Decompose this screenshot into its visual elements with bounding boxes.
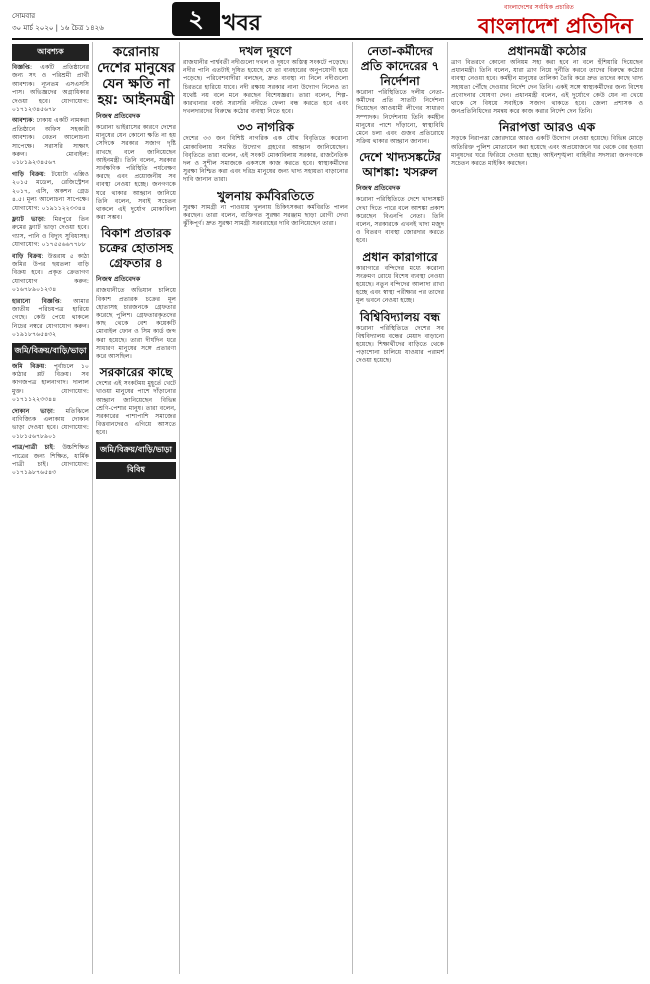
story-headline: নেতা-কর্মীদের প্রতি কাদেরের ৭ নির্দেশনা [360, 44, 440, 88]
column-divider [179, 42, 180, 974]
story-headline: বিকাশ প্রতারক চক্রের হোতাসহ গ্রেফতার ৪ [99, 226, 173, 271]
column-divider [352, 42, 353, 974]
story-body: কারাগারে বন্দিদের মধ্যে করোনা সংক্রমণ রোধে বিশেষ ব্যবস্থা নেওয়া হয়েছে। নতুন বন্দিদের আলাদা রাখা হচ্ছে এবং স্বাস্থ্য পরীক্ষার পর তাদের মূল ভবনে নেওয়া হচ্ছে। [356, 264, 444, 305]
classified-ad: বিজ্ঞপ্তি: একটি প্রতিষ্ঠানের জন্য সৎ ও পরিশ্রমী প্রার্থী আবশ্যক। ন্যূনতম এসএসসি পাস। অভিজ্ঞদের অগ্রাধিকার দেওয়া হবে। যোগাযোগ: ০১৭১২৩৪৫৬৭৮ [12, 64, 89, 114]
classified-ad: বাড়ি বিক্রয়: উত্তরায় ৫ কাঠা জমির উপর ছয়তলা বাড়ি বিক্রয় হবে। প্রকৃত ক্রেতাগণ যোগাযোগ করুন: ০১৬৭৮৯০১২৩৪ [12, 252, 89, 294]
classified-ad: হারানো বিজ্ঞপ্তি: আমার জাতীয় পরিচয়পত্র হারিয়ে গেছে। কেউ পেয়ে থাকলে নিচের নম্বরে যোগাযোগ করুন। ০১৯১৮৭৬৫৪৩২ [12, 297, 89, 339]
newspaper-logo [478, 2, 643, 36]
classifieds-column [12, 44, 89, 976]
story-body: রাজধানীতে অভিযান চালিয়ে বিকাশ প্রতারক চক্রের মূল হোতাসহ চারজনকে গ্রেফতার করেছে পুলিশ। গ্রেফতারকৃতদের কাছ থেকে বেশ কয়েকটি মোবাইল ফোন ও সিম কার্ড জব্দ করা হয়েছে। তারা দীর্ঘদিন ধরে সাধারণ মানুষের সঙ্গে প্রতারণা করে আসছিল। [96, 287, 176, 361]
story-body: সুরক্ষা সামগ্রী না পাওয়ায় খুলনায় চিকিৎসকরা কর্মবিরতি পালন করছেন। তারা বলেন, ব্যক্তিগত সুরক্ষা সরঞ্জাম ছাড়া রোগী দেখা ঝুঁকিপূর্ণ। দ্রুত সুরক্ষা সামগ্রী সরবরাহের দাবি জানিয়েছেন তারা। [183, 203, 348, 228]
story-headline: নিরাপত্তা আরও এক [498, 120, 596, 135]
story-byline: নিজস্ব প্রতিবেদক [356, 184, 401, 193]
news-column-center [183, 44, 348, 976]
news-column-right [451, 44, 643, 976]
classified-ad: গাড়ি বিক্রয়: টয়োটা এক্সিও ২০১৫ মডেল, রেজিস্ট্রেশন ২০১৭, এসি, অকশন গ্রেড ৪.৫। মূল্য আলোচনা সাপেক্ষে। যোগাযোগ: ০১৯১১২২৩৩৪৪ [12, 170, 89, 212]
classified-section-heading: জমি/বিক্রয়/বাড়ি/ভাড়া [12, 343, 89, 360]
story-headline: প্রধান কারাগারে [362, 249, 438, 264]
story-headline: বিশ্বিবিদ্যালয় বন্ধ [359, 309, 441, 324]
news-column-5 [356, 44, 444, 976]
story-body: করোনা পরিস্থিতিতে দলীয় নেতা-কর্মীদের প্রতি সাতটি নির্দেশনা দিয়েছেন আওয়ামী লীগের সাধারণ সম্পাদক। নির্দেশনায় তিনি কর্মহীন মানুষের পাশে দাঁড়ানো, স্বাস্থ্যবিধি মেনে চলা এবং গুজব প্রতিরোধে সক্রিয় থাকার আহ্বান জানান। [356, 89, 444, 146]
story-headline: ৩৩ নাগরিক [237, 120, 294, 135]
story-body: ত্রাণ বিতরণে কোনো অনিয়ম সহ্য করা হবে না বলে হুঁশিয়ারি দিয়েছেন প্রধানমন্ত্রী। তিনি বলেন, যারা ত্রাণ নিয়ে দুর্নীতি করবে তাদের বিরুদ্ধে কঠোর ব্যবস্থা নেওয়া হবে। কর্মহীন মানুষের তালিকা তৈরি করে দ্রুত তাদের কাছে খাদ্য সহায়তা পৌঁছে দেওয়ার নির্দেশ দেন তিনি। একই সঙ্গে স্বাস্থ্যকর্মীদের জন্য বিশেষ প্রণোদনার ঘোষণা দেন। প্রধানমন্ত্রী বলেন, এই দুর্যোগে কেউ যেন না খেয়ে থাকে সে বিষয়ে সবাইকে সজাগ থাকতে হবে। জেলা প্রশাসক ও জনপ্রতিনিধিদের সমন্বয় করে কাজ করার নির্দেশ দেন তিনি। [451, 59, 643, 116]
page-number: ২ [172, 2, 220, 36]
story-headline: দেশে খাদ্যসঙ্কটের আশঙ্কা: খসরুল [359, 150, 441, 180]
column-divider [92, 42, 93, 974]
classified-section-heading: আবশ্যক [12, 44, 89, 61]
classified-ad: দোকান ভাড়া: মতিঝিলে বাণিজ্যিক এলাকায় দোকান ভাড়া দেওয়া হবে। যোগাযোগ: ০১৮১৫৬৭৮৯০১ [12, 407, 89, 440]
section-title: খবর [222, 11, 261, 36]
news-column-2 [96, 44, 176, 976]
classified-section-heading: জমি/বিক্রয়/বাড়ি/ভাড়া [96, 442, 176, 459]
story-body: দেশের এই সংকটময় মুহূর্তে খেটে খাওয়া মানুষের পাশে দাঁড়ানোর আহ্বান জানিয়েছেন বিভিন্ন শ্রেণি-পেশার মানুষ। তারা বলেন, সরকারের পাশাপাশি সমাজের বিত্তবানদেরও এগিয়ে আসতে হবে। [96, 380, 176, 437]
issue-day: সোমবার [12, 12, 36, 20]
classified-ad: জমি বিক্রয়: পূর্বাচলে ১০ কাঠার প্লট বিক্রয়। সব কাগজপত্র হালনাগাদ। দালাল মুক্ত। যোগাযোগ: ০১৭১১২২৩৩৪৪ [12, 362, 89, 404]
story-headline: করোনায় দেশের মানুষের যেন ক্ষতি না হয়: আইনমন্ত্রী [97, 44, 175, 108]
story-body: দেশের ৩৩ জন বিশিষ্ট নাগরিক এক যৌথ বিবৃতিতে করোনা মোকাবিলায় সমন্বিত উদ্যোগ গ্রহণের আহ্বান জানিয়েছেন। বিবৃতিতে তারা বলেন, এই সংকট মোকাবিলায় সরকার, রাজনৈতিক দল ও সুশীল সমাজকে একসঙ্গে কাজ করতে হবে। স্বাস্থ্যকর্মীদের সুরক্ষা নিশ্চিত করা এবং দরিদ্র মানুষের জন্য খাদ্য সহায়তা বাড়ানোর দাবি জানান তারা। [183, 135, 348, 184]
classified-ad: ফ্ল্যাট ভাড়া: মিরপুরে তিন রুমের ফ্ল্যাট ভাড়া দেওয়া হবে। গ্যাস, পানি ও বিদ্যুৎ সুবিধাসহ। যোগাযোগ: ০১৭৫৫৬৬৭৭৮৮ [12, 215, 89, 249]
story-body: করোনা ভাইরাসের কারণে দেশের মানুষের যেন কোনো ক্ষতি না হয় সেদিকে সরকার সজাগ দৃষ্টি রাখছে বলে জানিয়েছেন আইনমন্ত্রী। তিনি বলেন, সরকার সার্বক্ষণিক পরিস্থিতি পর্যবেক্ষণ করছে এবং প্রয়োজনীয় সব ব্যবস্থা নেওয়া হচ্ছে। জনগণকে ঘরে থাকার আহ্বান জানিয়ে তিনি বলেন, সবাই সচেতন থাকলে এই দুর্যোগ মোকাবিলা করা সম্ভব। [96, 124, 176, 222]
story-headline: সরকারের কাছে [99, 365, 173, 380]
classified-section-heading: বিবিধ [96, 462, 176, 479]
story-body: রাজধানীর পার্শ্ববর্তী নদীগুলো দখল ও দূষণে অস্তিত্ব সংকটে পড়েছে। নদীর পানি এতটাই দূষিত হয়েছে যে তা ব্যবহারের অনুপযোগী হয়ে পড়েছে। পরিবেশবাদীরা বলছেন, দ্রুত ব্যবস্থা না নিলে নদীগুলো চিরতরে হারিয়ে যাবে। নদী রক্ষায় সরকার নানা উদ্যোগ নিলেও তা যথেষ্ট নয় বলে মনে করছেন বিশেষজ্ঞরা। তারা বলেন, শিল্প-কারখানার বর্জ্য সরাসরি নদীতে ফেলা বন্ধ করতে হবে এবং দখলদারদের বিরুদ্ধে কঠোর ব্যবস্থা নিতে হবে। [183, 59, 348, 116]
masthead [0, 0, 650, 38]
logo-tagline: বাংলাদেশের সর্বাধিক প্রচারিত [504, 4, 574, 11]
story-body: করোনা পরিস্থিতিতে দেশে খাদ্যসঙ্কট দেখা দিতে পারে বলে আশঙ্কা প্রকাশ করেছেন বিএনপি নেতা। তিনি বলেন, সরকারকে এখনই খাদ্য মজুদ ও বিতরণ ব্যবস্থা জোরদার করতে হবে। [356, 196, 444, 245]
story-body: করোনা পরিস্থিতিতে দেশের সব বিশ্ববিদ্যালয় বন্ধের মেয়াদ বাড়ানো হয়েছে। শিক্ষার্থীদের বাড়িতে থেকে পড়াশোনা চালিয়ে যাওয়ার পরামর্শ দেওয়া হয়েছে। [356, 324, 444, 365]
logo-text: বাংলাদেশ প্রতিদিন [478, 13, 633, 38]
story-byline: নিজস্ব প্রতিবেদক [96, 112, 141, 120]
column-divider [447, 42, 448, 974]
story-byline: নিজস্ব প্রতিবেদক [96, 275, 141, 284]
classified-ad: পাত্র/পাত্রী চাই: উচ্চশিক্ষিত পাত্রের জন্য শিক্ষিত, ধার্মিক পাত্রী চাই। যোগাযোগ: ০১৭১৯৮৭৬৫৪৩ [12, 444, 89, 477]
story-headline: দখল দূষণে [239, 44, 292, 58]
story-headline: প্রধানমন্ত্রী কঠোর [507, 44, 587, 58]
header-rule [12, 38, 643, 40]
issue-date: ৩০ মার্চ ২০২০ | ১৬ চৈত্র ১৪২৬ [12, 24, 104, 32]
story-headline: খুলনায় কর্মবিরতিতে [217, 188, 314, 203]
story-body: সড়কে নিরাপত্তা জোরদারে আরও একটি উদ্যোগ নেওয়া হয়েছে। বিভিন্ন মোড়ে অতিরিক্ত পুলিশ মোতায়েন করা হয়েছে এবং অপ্রয়োজনে ঘর থেকে বের হওয়া মানুষদের ঘরে ফিরিয়ে দেওয়া হচ্ছে। আইনশৃঙ্খলা বাহিনীর সদস্যরা জনগণকে সচেতন করতে মাইকিং করছেন। [451, 135, 643, 168]
classified-ad: আবশ্যক: ঢাকায় একটি নামকরা প্রতিষ্ঠানে অফিস সহকারী আবশ্যক। বেতন আলোচনা সাপেক্ষে। সরাসরি সাক্ষাৎ করুন। মোবাইল: ০১৮১৯২৩৪৫৬৭ [12, 117, 89, 167]
